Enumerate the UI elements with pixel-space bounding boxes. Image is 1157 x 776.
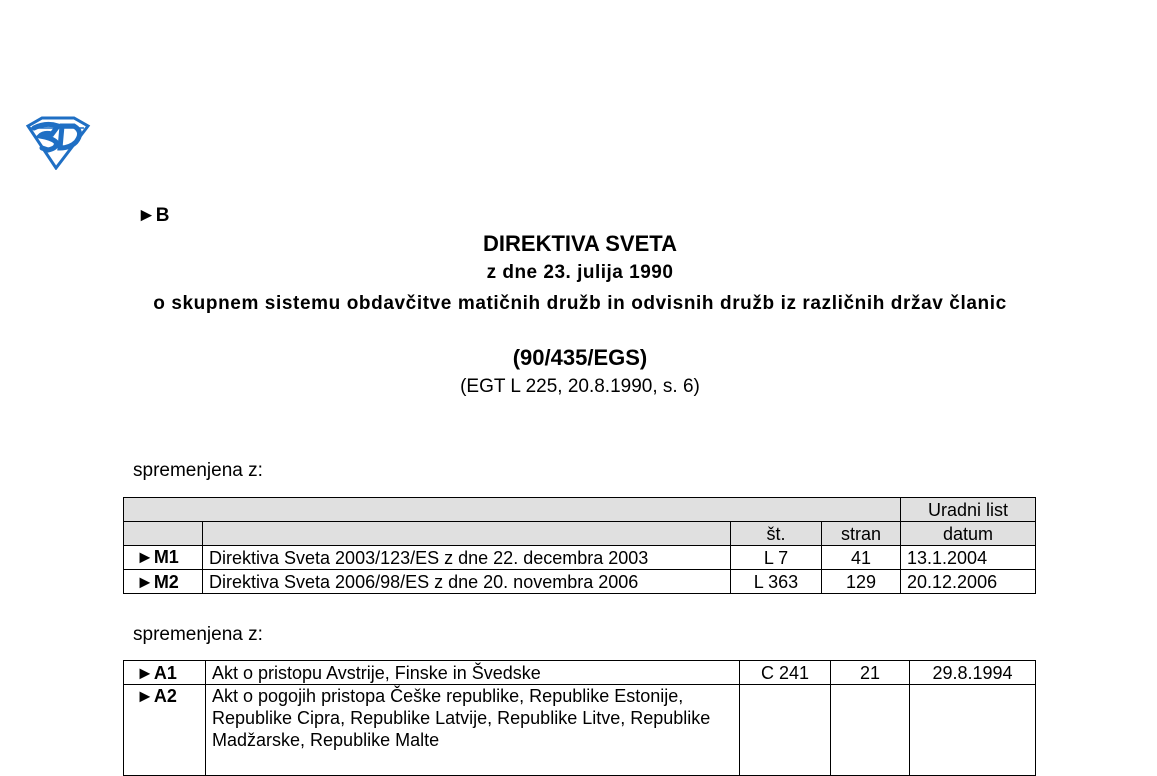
column-number-header: št. — [731, 522, 822, 546]
logo-icon — [22, 116, 92, 170]
table-row: ►A1 Akt o pristopu Avstrije, Finske in Švedske C 241 21 29.8.1994 — [124, 661, 1036, 685]
act-text: Akt o pogojih pristopa Češke republike, Republike Estonije, Republike Cipra, Republike Latvije, Republike Litve, Republike Madžarske, Republike Malte — [206, 685, 740, 776]
amendments-table — [123, 497, 1036, 594]
document-number: (90/435/EGS) — [512, 345, 648, 370]
amendment-marker[interactable]: ►M2 — [124, 570, 203, 594]
accession-acts-table — [123, 660, 1036, 776]
amended-by-label: spremenjena z: — [133, 460, 263, 481]
document-subject: o skupnem sistemu obdavčitve matičnih družb in odvisnih družb iz različnih držav članic — [153, 293, 1007, 314]
version-marker-b: ►B — [137, 205, 170, 226]
table-header-row — [124, 522, 1036, 546]
table-row: ►M1 Direktiva Sveta 2003/123/ES z dne 22. decembra 2003 L 7 41 13.1.2004 — [124, 546, 1036, 570]
document-title: DIREKTIVA SVETA — [483, 231, 677, 256]
amendment-text: Direktiva Sveta 2003/123/ES z dne 22. decembra 2003 — [203, 546, 731, 570]
amendment-text: Direktiva Sveta 2006/98/ES z dne 20. novembra 2006 — [203, 570, 731, 594]
act-marker[interactable]: ►A2 — [124, 685, 206, 776]
amendment-marker[interactable]: ►M1 — [124, 546, 203, 570]
column-date-header: datum — [901, 522, 1036, 546]
act-marker[interactable]: ►A1 — [124, 661, 206, 685]
table-row — [124, 685, 1036, 776]
table-row: ►M2 Direktiva Sveta 2006/98/ES z dne 20. novembra 2006 L 363 129 20.12.2006 — [124, 570, 1036, 594]
amended-by-label-2: spremenjena z: — [133, 624, 263, 645]
document-date: z dne 23. julija 1990 — [486, 262, 674, 283]
document-reference: (EGT L 225, 20.8.1990, s. 6) — [460, 376, 700, 397]
act-text: Akt o pristopu Avstrije, Finske in Švedske — [206, 661, 740, 685]
official-journal-header: Uradni list — [901, 498, 1036, 522]
table-group-header-row — [124, 498, 1036, 522]
column-page-header: stran — [822, 522, 901, 546]
